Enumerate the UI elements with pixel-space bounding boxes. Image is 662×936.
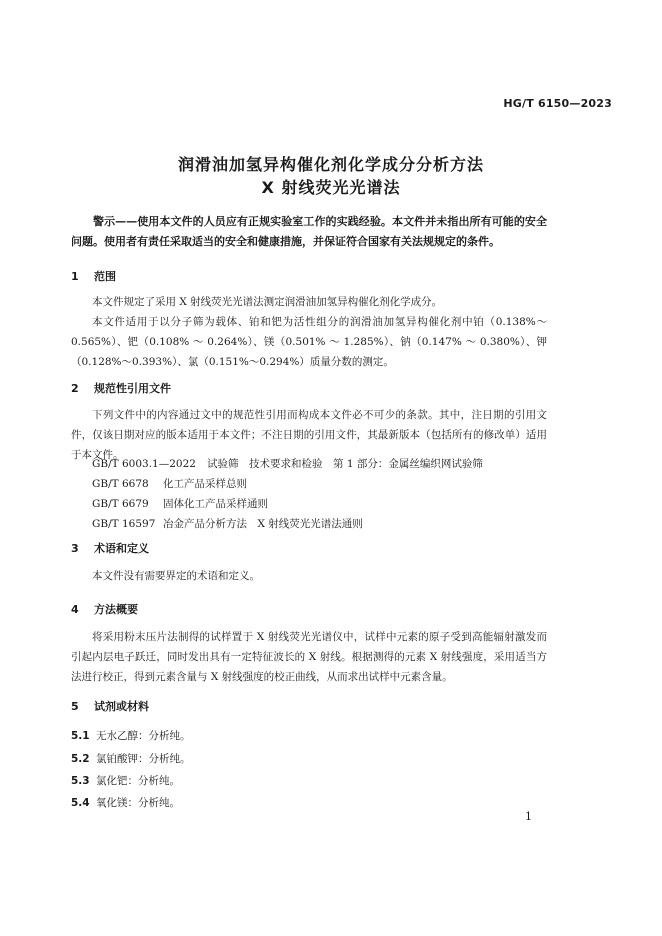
scope-paragraph-1: 本文件规定了采用 X 射线荧光光谱法测定润滑油加氢异构催化剂化学成分。 bbox=[92, 296, 443, 308]
document-title: 润滑油加氢异构催化剂化学成分分析方法 bbox=[177, 155, 484, 174]
reagent-number: 5.3 bbox=[71, 775, 90, 787]
section-heading-method bbox=[71, 601, 138, 617]
reagent-item bbox=[71, 773, 180, 788]
reagent-item bbox=[71, 795, 180, 810]
section-heading-terms bbox=[71, 540, 149, 556]
terms-paragraph: 本文件没有需要界定的术语和定义。 bbox=[92, 570, 260, 582]
reference-item bbox=[92, 514, 363, 534]
reagent-number: 5.4 bbox=[71, 797, 90, 809]
reference-item bbox=[92, 494, 268, 514]
section-number: 4 bbox=[71, 603, 79, 616]
document-subtitle: X 射线荧光光谱法 bbox=[261, 178, 401, 197]
reference-item bbox=[92, 474, 247, 494]
section-number: 1 bbox=[71, 270, 79, 283]
safety-warning: 警示——使用本文件的人员应有正规实验室工作的实践经验。本文件并未指出所有可能的安全问题。使用者有责任采取适当的安全和健康措施，并保证符合国家有关法规规定的条件。 bbox=[71, 215, 547, 248]
reagent-number: 5.1 bbox=[71, 730, 90, 742]
reference-code: GB/T 6003.1—2022 bbox=[92, 458, 196, 470]
reagent-text: 无水乙醇：分析纯。 bbox=[96, 730, 191, 742]
section-heading-reagents bbox=[71, 698, 149, 714]
section-number: 2 bbox=[71, 382, 79, 395]
reference-title: 固体化工产品采样通则 bbox=[163, 498, 268, 510]
reagent-item bbox=[71, 728, 191, 743]
scope-paragraph-2: 本文件适用于以分子筛为载体、铂和钯为活性组分的润滑油加氢异构催化剂中铂（0.138%～0.565%）、钯（0.108% ～ 0.264%）、镁（0.501% ～ 1.285%）、钠（0.147% ～ 0.380%）、钾（0.128%～0.393%）、氯（0.151%～0.294%）质量分数的测定。 bbox=[71, 316, 547, 368]
method-paragraph: 将采用粉末压片法制得的试样置于 X 射线荧光光谱仪中，试样中元素的原子受到高能辐射激发而引起内层电子跃迁，同时发出具有一定特征波长的 X 射线。根据测得的元素 X 射线强度，采用适当方法进行校正，得到元素含量与 X 射线强度的校正曲线，从而求出试样中元素含量。 bbox=[71, 631, 547, 683]
reference-code: GB/T 6678 bbox=[92, 478, 149, 490]
reference-code: GB/T 6679 bbox=[92, 498, 149, 510]
section-title: 范围 bbox=[94, 270, 116, 283]
reference-code: GB/T 16597 bbox=[92, 518, 156, 530]
page-number: 1 bbox=[525, 810, 532, 823]
reagent-text: 氯化钯：分析纯。 bbox=[96, 775, 180, 787]
section-number: 3 bbox=[71, 542, 79, 555]
reagent-item bbox=[71, 751, 191, 766]
reference-title: 化工产品采样总则 bbox=[163, 478, 247, 490]
section-title: 术语和定义 bbox=[94, 542, 149, 555]
section-title: 规范性引用文件 bbox=[94, 382, 171, 395]
reference-title: 试验筛 技术要求和检验 第 1 部分：金属丝编织网试验筛 bbox=[207, 458, 483, 470]
references-intro: 下列文件中的内容通过文中的规范性引用而构成本文件必不可少的条款。其中，注日期的引用文件，仅该日期对应的版本适用于本文件；不注日期的引用文件，其最新版本（包括所有的修改单）适用于本文件。 bbox=[71, 409, 547, 461]
reagent-text: 氧化镁：分析纯。 bbox=[96, 797, 180, 809]
document-code: HG/T 6150—2023 bbox=[503, 97, 612, 110]
section-heading-references bbox=[71, 380, 171, 396]
reference-item bbox=[92, 454, 483, 474]
reagent-text: 氯铂酸钾：分析纯。 bbox=[96, 753, 191, 765]
section-number: 5 bbox=[71, 700, 79, 713]
section-title: 试剂或材料 bbox=[94, 700, 149, 713]
section-title: 方法概要 bbox=[94, 603, 138, 616]
reference-title: 冶金产品分析方法 X 射线荧光光谱法通则 bbox=[163, 518, 363, 530]
section-heading-scope bbox=[71, 268, 116, 284]
reagent-number: 5.2 bbox=[71, 753, 90, 765]
